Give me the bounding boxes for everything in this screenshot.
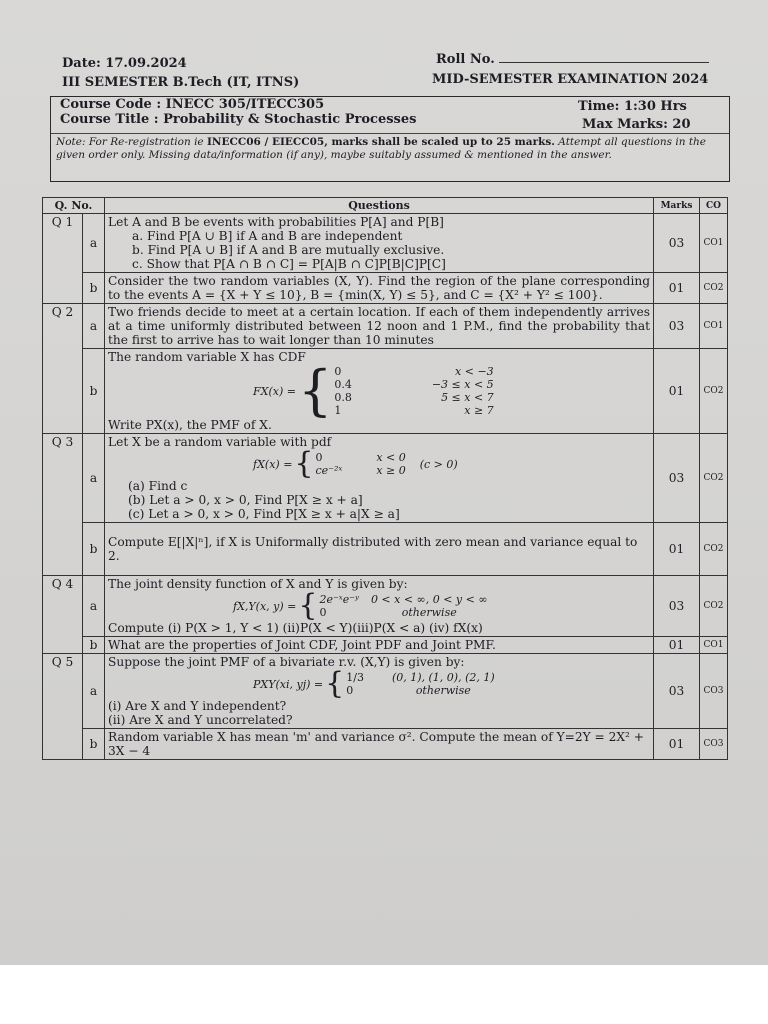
joint-pmf-condition: otherwise	[415, 684, 471, 697]
question-5a-co: CO3	[700, 654, 728, 729]
question-5a-stem: Suppose the joint PMF of a bivariate r.v. (X,Y) is given by:	[108, 655, 465, 669]
question-1b-part: b	[83, 273, 105, 304]
question-4b-text: What are the properties of Joint CDF, Joint PDF and Joint PMF.	[105, 637, 654, 654]
question-3a-i: (a) Find c	[128, 479, 188, 493]
question-2b-marks: 01	[654, 349, 700, 434]
question-3a-iii: (c) Let a > 0, x > 0, Find P[X ≥ x + a|X ≥ a]	[128, 507, 400, 521]
pdf-value: 0	[315, 451, 323, 464]
question-1b-row	[43, 273, 728, 304]
joint-pdf-conditions	[371, 593, 488, 619]
joint-pdf-formula	[108, 588, 650, 623]
question-3b-text: Compute E[|X|ⁿ], if X is Uniformally distributed with zero mean and variance equal to 2.	[105, 523, 654, 576]
exam-date: Date: 17.09.2024	[62, 56, 187, 71]
question-4b-part: b	[83, 637, 105, 654]
question-5b-marks: 01	[654, 729, 700, 760]
question-4a-co: CO2	[700, 576, 728, 637]
joint-pdf-condition: otherwise	[401, 606, 457, 619]
cdf-value: 0.4	[334, 378, 352, 391]
pdf-parameter: (c > 0)	[419, 457, 458, 471]
header-marks: Marks	[654, 198, 700, 214]
joint-pdf-brace: {	[298, 588, 318, 623]
question-3a-row	[43, 434, 728, 523]
question-5b-co: CO3	[700, 729, 728, 760]
roll-number-label: Roll No.	[436, 52, 709, 67]
cdf-brace: {	[297, 359, 333, 422]
question-1a-text	[105, 214, 654, 273]
question-5b-row	[43, 729, 728, 760]
question-4a-stem: The joint density function of X and Y is given by:	[108, 577, 408, 591]
cdf-conditions	[432, 365, 494, 417]
cdf-value: 1	[334, 404, 342, 417]
joint-pmf-brace: {	[325, 666, 345, 701]
question-3b-co: CO2	[700, 523, 728, 576]
question-2-number: Q 2	[43, 304, 83, 434]
cdf-values	[334, 365, 352, 417]
question-3a-stem: Let X be a random variable with pdf	[108, 435, 332, 449]
pdf-condition: x ≥ 0	[376, 464, 406, 477]
joint-pdf-values	[319, 593, 358, 619]
pdf-formula	[108, 446, 650, 481]
joint-pdf-value: 0	[319, 606, 327, 619]
question-3b-marks: 01	[654, 523, 700, 576]
question-4-number: Q 4	[43, 576, 83, 654]
question-2a-text: Two friends decide to meet at a certain location. If each of them independently arrives at a time uniformly distributed between 12 noon and 1 P.M., find the probability that the first to arrive has to wait longer than 10 minutes	[105, 304, 654, 349]
question-5a-part: a	[83, 654, 105, 729]
question-2b-stem: The random variable X has CDF	[108, 350, 306, 364]
question-1a-i: a. Find P[A ∪ B] if A and B are independent	[132, 229, 403, 243]
question-1b-text: Consider the two random variables (X, Y). Find the region of the plane corresponding to the events A = {X + Y ≤ 10}, B = {min(X, Y) ≤ 5}, and C = {X² + Y² ≤ 100}.	[105, 273, 654, 304]
cdf-condition: x ≥ 7	[464, 404, 494, 417]
joint-pdf-condition: 0 < x < ∞, 0 < y < ∞	[370, 593, 488, 606]
pdf-conditions	[376, 451, 405, 477]
question-2b-part: b	[83, 349, 105, 434]
question-1a-part: a	[83, 214, 105, 273]
joint-pmf-value: 1/3	[346, 671, 364, 684]
cdf-condition: −3 ≤ x < 5	[431, 378, 494, 391]
question-4b-co: CO1	[700, 637, 728, 654]
question-3a-co: CO2	[700, 434, 728, 523]
pdf-condition: x < 0	[376, 451, 406, 464]
question-3-number: Q 3	[43, 434, 83, 576]
pdf-brace: {	[294, 446, 314, 481]
question-4a-row	[43, 576, 728, 637]
max-marks: Max Marks: 20	[582, 117, 691, 132]
joint-pdf-lhs: fX,Y(x, y) =	[233, 599, 297, 613]
pdf-values	[316, 451, 343, 477]
header-co: CO	[700, 198, 728, 214]
joint-pmf-value: 0	[346, 684, 354, 697]
header-qno: Q. No.	[43, 198, 105, 214]
question-5a-text	[105, 654, 654, 729]
question-5b-text: Random variable X has mean 'm' and variance σ². Compute the mean of Y=2Y = 2X² + 3X − 4	[105, 729, 654, 760]
question-2b-row	[43, 349, 728, 434]
joint-pmf-values	[346, 671, 364, 697]
page-margin	[0, 965, 768, 1024]
joint-pmf-formula	[108, 666, 650, 701]
question-2a-marks: 03	[654, 304, 700, 349]
question-3a-marks: 03	[654, 434, 700, 523]
question-1a-ii: b. Find P[A ∪ B] if A and B are mutually exclusive.	[132, 243, 445, 257]
cdf-value: 0.8	[334, 391, 352, 404]
joint-pmf-lhs: PXY(xi, yj) =	[253, 677, 324, 691]
table-header-row	[43, 198, 728, 214]
question-4a-part: a	[83, 576, 105, 637]
question-1a-marks: 03	[654, 214, 700, 273]
question-2a-row	[43, 304, 728, 349]
question-2b-tail: Write PX(x), the PMF of X.	[108, 418, 272, 432]
question-3b-row	[43, 523, 728, 576]
question-3a-text	[105, 434, 654, 523]
cdf-condition: 5 ≤ x < 7	[441, 391, 494, 404]
cdf-value: 0	[334, 365, 342, 378]
question-5-number: Q 5	[43, 654, 83, 760]
question-2a-co: CO1	[700, 304, 728, 349]
exam-title: MID-SEMESTER EXAMINATION 2024	[432, 72, 709, 87]
pdf-value: ce⁻²ˣ	[315, 464, 343, 477]
question-2a-part: a	[83, 304, 105, 349]
question-5b-part: b	[83, 729, 105, 760]
question-5a-i: (i) Are X and Y independent?	[108, 699, 287, 713]
question-4b-marks: 01	[654, 637, 700, 654]
cdf-lhs: FX(x) =	[253, 384, 296, 398]
question-4a-marks: 03	[654, 576, 700, 637]
question-1a-stem: Let A and B be events with probabilities P[A] and P[B]	[108, 215, 444, 229]
question-4a-tail: Compute (i) P(X > 1, Y < 1) (ii)P(X < Y)(iii)P(X < a) (iv) fX(x)	[108, 621, 483, 635]
question-2b-text	[105, 349, 654, 434]
question-1b-co: CO2	[700, 273, 728, 304]
pdf-lhs: fX(x) =	[253, 457, 293, 471]
question-5a-row	[43, 654, 728, 729]
question-3a-ii: (b) Let a > 0, x > 0, Find P[X ≥ x + a]	[128, 493, 363, 507]
joint-pdf-value: 2e⁻ˣe⁻ʸ	[319, 593, 359, 606]
question-3a-part: a	[83, 434, 105, 523]
cdf-condition: x < −3	[455, 365, 494, 378]
question-4b-row	[43, 637, 728, 654]
joint-pmf-condition: (0, 1), (1, 0), (2, 1)	[391, 671, 495, 684]
question-1b-marks: 01	[654, 273, 700, 304]
question-1a-row	[43, 214, 728, 273]
question-3b-part: b	[83, 523, 105, 576]
question-1-number: Q 1	[43, 214, 83, 304]
question-5a-ii: (ii) Are X and Y uncorrelated?	[108, 713, 293, 727]
header-questions: Questions	[105, 198, 654, 214]
question-1a-co: CO1	[700, 214, 728, 273]
semester-title: III SEMESTER B.Tech (IT, ITNS)	[62, 75, 300, 90]
question-2b-co: CO2	[700, 349, 728, 434]
cdf-formula	[108, 359, 650, 422]
question-5a-marks: 03	[654, 654, 700, 729]
joint-pmf-conditions	[392, 671, 495, 697]
question-1a-iii: c. Show that P[A ∩ B ∩ C] = P[A|B ∩ C]P[B|C]P[C]	[132, 257, 446, 271]
course-code: Course Code : INECC 305/ITECC305	[60, 97, 325, 112]
question-4a-text	[105, 576, 654, 637]
course-title: Course Title : Probability & Stochastic Processes	[60, 112, 417, 127]
exam-duration: Time: 1:30 Hrs	[578, 99, 687, 114]
questions-table	[42, 197, 728, 760]
exam-note: Note: For Re-registration ie INECC06 / EIECC05, marks shall be scaled up to 25 marks. Attempt all questions in the given order only. Missing data/information (if any), maybe suitably assumed & mentioned in the answer.	[56, 136, 707, 161]
